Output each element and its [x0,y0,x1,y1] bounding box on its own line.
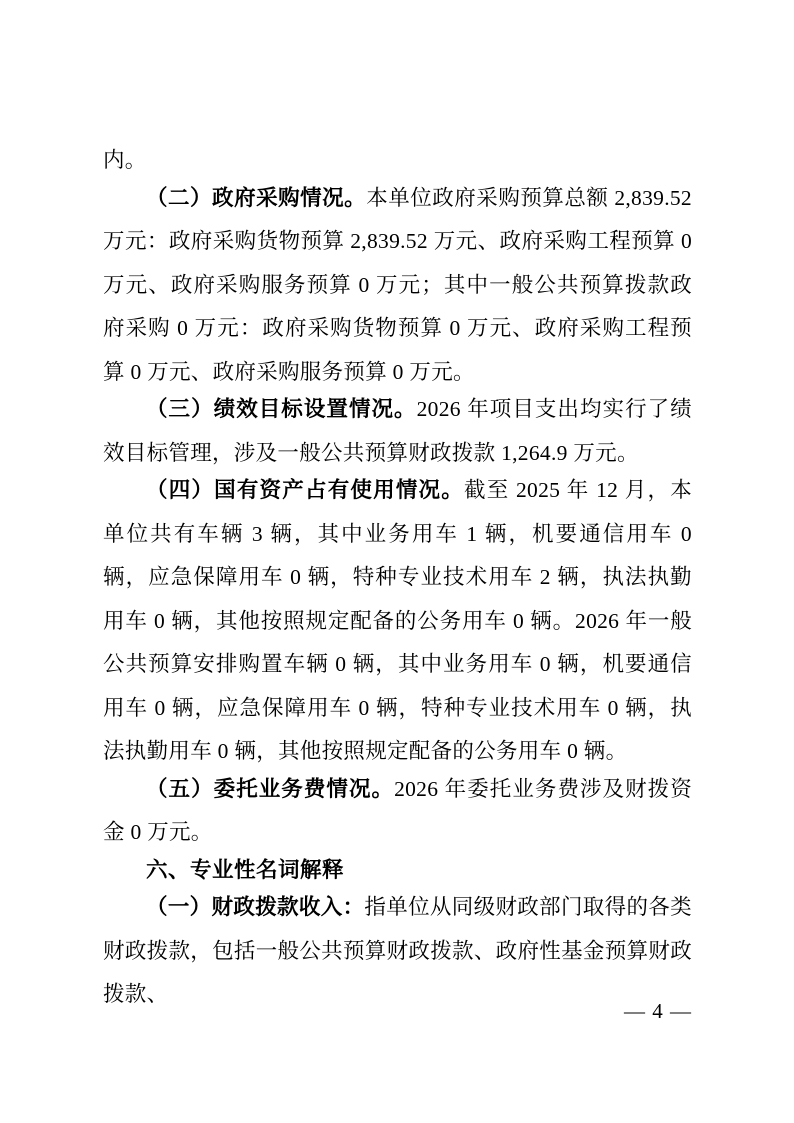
paragraph-performance-targets [103,388,692,475]
paragraph-text: 本单位政府采购预算总额 2,839.52 万元：政府采购货物预算 2,839.52 万元、政府采购工程预算 0 万元、政府采购服务预算 0 万元；其中一般公共预算拨款政府采购 0 万元：政府采购货物预算 0 万元、政府采购工程预算 0 万元、政府采购服务预算 0 万元。 [103,185,692,384]
paragraph-lead: （五）委托业务费情况。 [146,776,395,801]
paragraph-glossary-fiscal-appropriation [103,886,692,1017]
paragraph-lead: （二）政府采购情况。 [146,185,367,210]
page-number: — 4 — [624,999,692,1023]
section-heading-glossary: 六、专业性名词解释 [146,857,345,882]
paragraph-text: 2026 年项目支出均实行了绩效目标管理，涉及一般公共预算财政拨款 1,264.9 万元。 [103,397,692,465]
paragraph-gov-procurement [103,177,692,395]
paragraph-entrusted-business-fee [103,768,692,855]
paragraph-state-assets [103,469,692,774]
paragraph-text: 指单位从同级财政部门取得的各类财政拨款，包括一般公共预算财政拨款、政府性基金预算财政拨款、 [103,895,692,1006]
paragraph-lead: （一）财政拨款收入： [146,895,365,919]
paragraph-text: 截至 2025 年 12 月，本单位共有车辆 3 辆，其中业务用车 1 辆，机要通信用车 0 辆，应急保障用车 0 辆，特种专业技术用车 2 辆，执法执勤用车 0 辆，其他按照规定配备的公务用车 0 辆。2026 年一般公共预算安排购置车辆 0 辆，其中业务用车 0 辆，机要通信用车 0 辆，应急保障用车 0 辆，特种专业技术用车 0 辆，执法执勤用车 0 辆，其他按照规定配备的公务用车 0 辆。 [103,478,692,763]
paragraph-text: 2026 年委托业务费涉及财拨资金 0 万元。 [103,776,692,844]
paragraph-lead: （三）绩效目标设置情况。 [146,397,417,421]
paragraph-lead: （四）国有资产占有使用情况。 [146,478,464,502]
paragraph-text: 内。 [103,148,147,172]
document-body [103,139,692,1017]
